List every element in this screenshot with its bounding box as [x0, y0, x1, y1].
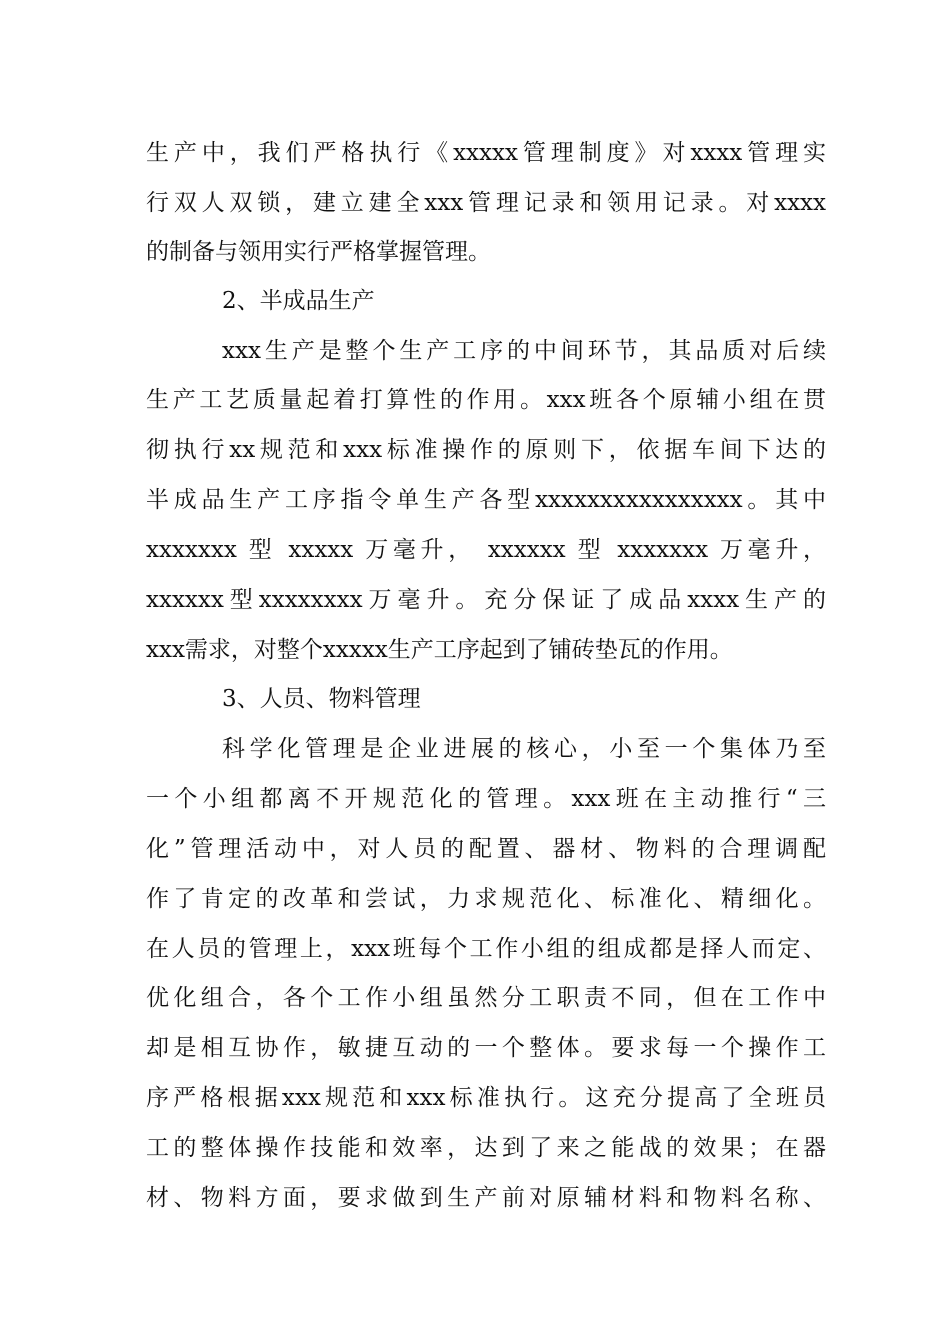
paragraph-line: 一个小组都离不开规范化的管理。xxx班在主动推行“三 — [146, 786, 826, 812]
paragraph-line: 生产工艺质量起着打算性的作用。xxx班各个原辅小组在贯 — [146, 387, 826, 413]
paragraph-line: 化”管理活动中，对人员的配置、器材、物料的合理调配 — [146, 836, 826, 862]
paragraph-line: xxxxxxx 型 xxxxx 万毫升， xxxxxx 型 xxxxxxx 万毫升， — [146, 537, 826, 563]
paragraph-line: 序严格根据xxx规范和xxx标准执行。这充分提高了全班员 — [146, 1085, 826, 1111]
paragraph-line: 工的整体操作技能和效率，达到了来之能战的效果；在器 — [146, 1135, 826, 1161]
section-heading: 3、人员、物料管理 — [222, 686, 421, 712]
paragraph-line: 的制备与领用实行严格掌握管理。 — [146, 239, 491, 265]
paragraph-line: 科学化管理是企业进展的核心，小至一个集体乃至 — [222, 736, 826, 762]
paragraph-line: 彻执行xx规范和xxx标准操作的原则下，依据车间下达的 — [146, 437, 826, 463]
paragraph-line: 作了肯定的改革和尝试，力求规范化、标准化、精细化。 — [146, 886, 826, 912]
section-heading: 2、半成品生产 — [222, 288, 375, 314]
paragraph-line: xxxxxx型xxxxxxxx万毫升。充分保证了成品xxxx生产的 — [146, 587, 826, 613]
paragraph-line: 却是相互协作，敏捷互动的一个整体。要求每一个操作工 — [146, 1035, 826, 1061]
paragraph-line: 行双人双锁，建立建全xxx管理记录和领用记录。对xxxx — [146, 190, 826, 216]
paragraph-line: 生产中，我们严格执行《xxxxx管理制度》对xxxx管理实 — [146, 140, 826, 166]
paragraph-line: 在人员的管理上，xxx班每个工作小组的组成都是择人而定、 — [146, 936, 826, 962]
paragraph-line: 半成品生产工序指令单生产各型xxxxxxxxxxxxxxxx。其中 — [146, 487, 826, 513]
paragraph-line: 材、物料方面，要求做到生产前对原辅材料和物料名称、 — [146, 1185, 826, 1211]
paragraph-line: 优化组合，各个工作小组虽然分工职责不同，但在工作中 — [146, 985, 826, 1011]
paragraph-line: xxx需求，对整个xxxxx生产工序起到了铺砖垫瓦的作用。 — [146, 637, 733, 663]
paragraph-line: xxx生产是整个生产工序的中间环节，其品质对后续 — [222, 338, 826, 364]
